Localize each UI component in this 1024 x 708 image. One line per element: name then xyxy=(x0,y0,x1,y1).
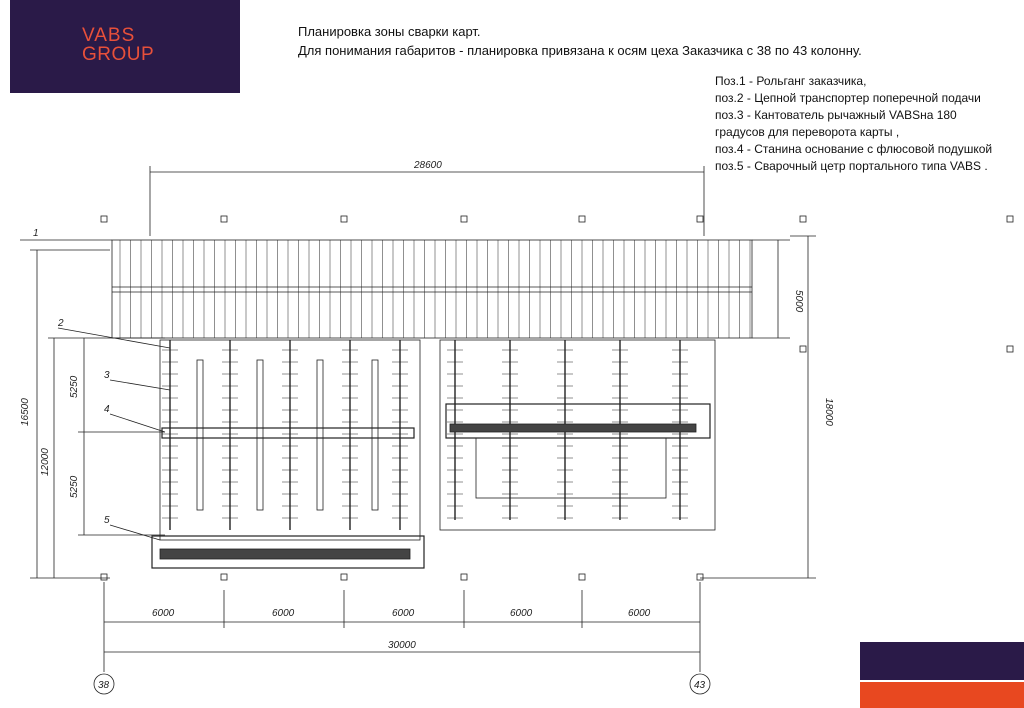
gantry-rail-left xyxy=(160,549,410,559)
page-title: Планировка зоны сварки карт. xyxy=(298,24,481,39)
position-label-5: 5 xyxy=(104,515,110,526)
axis-label-right: 43 xyxy=(694,680,706,691)
legend-line-2: поз.2 - Цепной транспортер поперечной подачи xyxy=(715,91,981,105)
dim-top: 28600 xyxy=(414,160,442,171)
legend-line-6: поз.5 - Сварочный цетр портального типа VABS . xyxy=(715,159,988,173)
legend-line-1: Поз.1 - Рольганг заказчика, xyxy=(715,74,867,88)
dim-left-upper: 5250 xyxy=(69,375,80,398)
welding-gantry-right xyxy=(446,404,710,438)
corner-accent-dark xyxy=(860,642,1024,680)
corner-accent-red xyxy=(860,682,1024,708)
legend-line-5: поз.4 - Станина основание с флюсовой подушкой xyxy=(715,142,993,156)
dim-right-upper: 5000 xyxy=(793,290,804,313)
dim-left-mid: 12000 xyxy=(40,448,51,476)
gantry-rail-right xyxy=(450,424,696,432)
conveyor-rollers xyxy=(120,240,750,338)
axis-label-left: 38 xyxy=(98,680,110,691)
flux-cushion-bed xyxy=(162,428,414,438)
dim-bottom-seg-2: 6000 xyxy=(272,608,295,619)
right-welding-zone xyxy=(440,340,715,530)
position-label-4: 4 xyxy=(104,404,110,415)
position-label-3: 3 xyxy=(104,370,110,381)
dim-bottom-seg-4: 6000 xyxy=(510,608,533,619)
legend-line-4: градусов для переворота карты , xyxy=(715,125,900,139)
dim-bottom-seg-1: 6000 xyxy=(152,608,175,619)
position-label-2: 2 xyxy=(58,318,64,329)
dim-bottom-seg-3: 6000 xyxy=(392,608,415,619)
dim-bottom-total: 30000 xyxy=(388,640,416,651)
page-subtitle: Для понимания габаритов - планировка привязана к осям цеха Заказчика с 38 по 43 колонну. xyxy=(298,43,862,58)
dim-bottom-seg-5: 6000 xyxy=(628,608,651,619)
position-label-1: 1 xyxy=(33,228,39,239)
dim-left-lower: 5250 xyxy=(69,475,80,498)
right-table xyxy=(476,438,666,498)
logo-line1: VABS xyxy=(82,25,136,46)
left-chain-transporters xyxy=(162,340,408,530)
dim-left-total: 16500 xyxy=(20,398,31,426)
dim-right-total: 18000 xyxy=(823,398,834,426)
legend-line-3: поз.3 - Кантователь рычажный VABSна 180 xyxy=(715,108,957,122)
logo-line2: GROUP xyxy=(82,44,155,65)
roller-conveyor xyxy=(112,240,752,338)
